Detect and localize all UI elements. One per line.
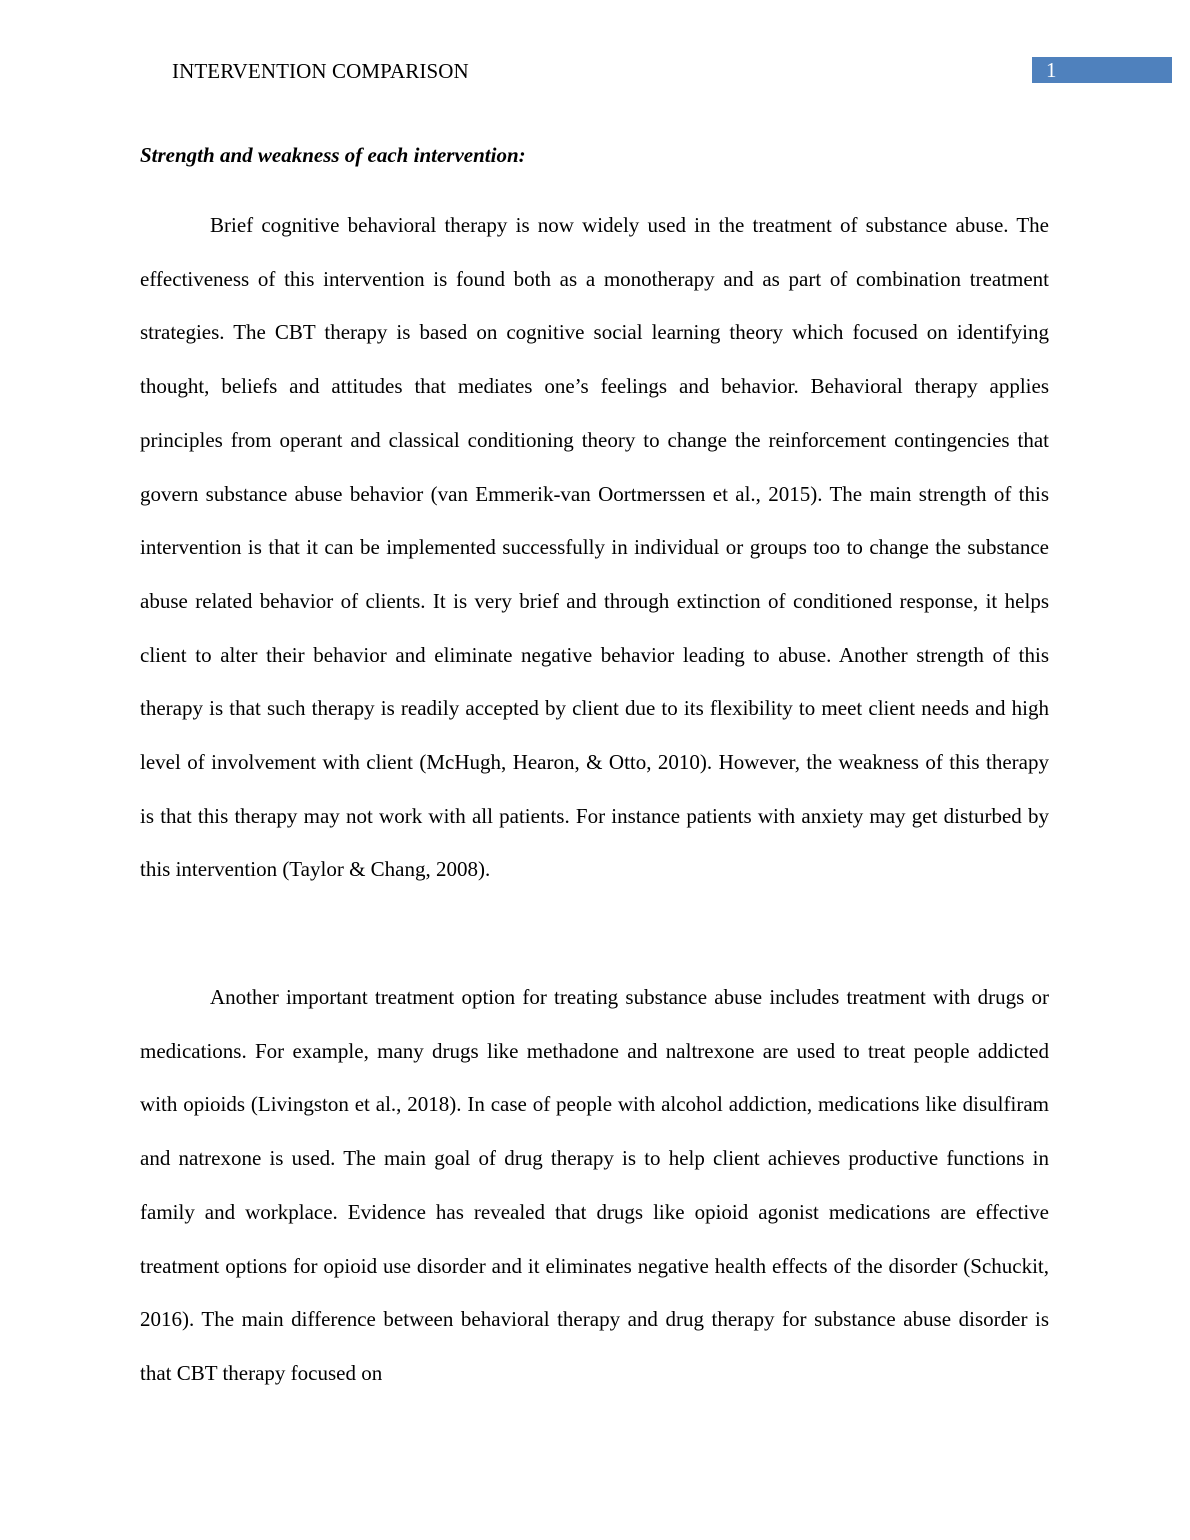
body-paragraph-1: Brief cognitive behavioral therapy is now widely used in the treatment of substance abuse. The effectiveness of this intervention is found both as a monotherapy and as part of combination treatment strategies. The CBT therapy is based on cognitive social learning theory which focused on identifying thought, beliefs and attitudes that mediates one’s feelings and behavior. Behavioral therapy applies principles from operant and classical conditioning theory to change the reinforcement contingencies that govern substance abuse behavior (van Emmerik-van Oortmerssen et al., 2015). The main strength of this intervention is that it can be implemented successfully in individual or groups too to change the substance abuse related behavior of clients. It is very brief and through extinction of conditioned response, it helps client to alter their behavior and eliminate negative behavior leading to abuse. Another strength of this therapy is that such therapy is readily accepted by client due to its flexibility to meet client needs and high level of involvement with client (McHugh, Hearon, & Otto, 2010). However, the weakness of this therapy is that this therapy may not work with all patients. For instance patients with anxiety may get disturbed by this intervention (Taylor & Chang, 2008). [140,213,1049,882]
page-number: 1 [1046,58,1057,82]
page-number-badge [1032,57,1172,83]
section-heading: Strength and weakness of each intervention: [140,143,526,167]
body-paragraph-2: Another important treatment option for treating substance abuse includes treatment with drugs or medications. For example, many drugs like methadone and naltrexone are used to treat people addicted with opioids (Livingston et al., 2018). In case of people with alcohol addiction, medications like disulfiram and natrexone is used. The main goal of drug therapy is to help client achieves productive functions in family and workplace. Evidence has revealed that drugs like opioid agonist medications are effective treatment options for opioid use disorder and it eliminates negative health effects of the disorder (Schuckit, 2016). The main difference between behavioral therapy and drug therapy for substance abuse disorder is that CBT therapy focused on [140,985,1049,1385]
running-head: INTERVENTION COMPARISON [172,59,469,83]
